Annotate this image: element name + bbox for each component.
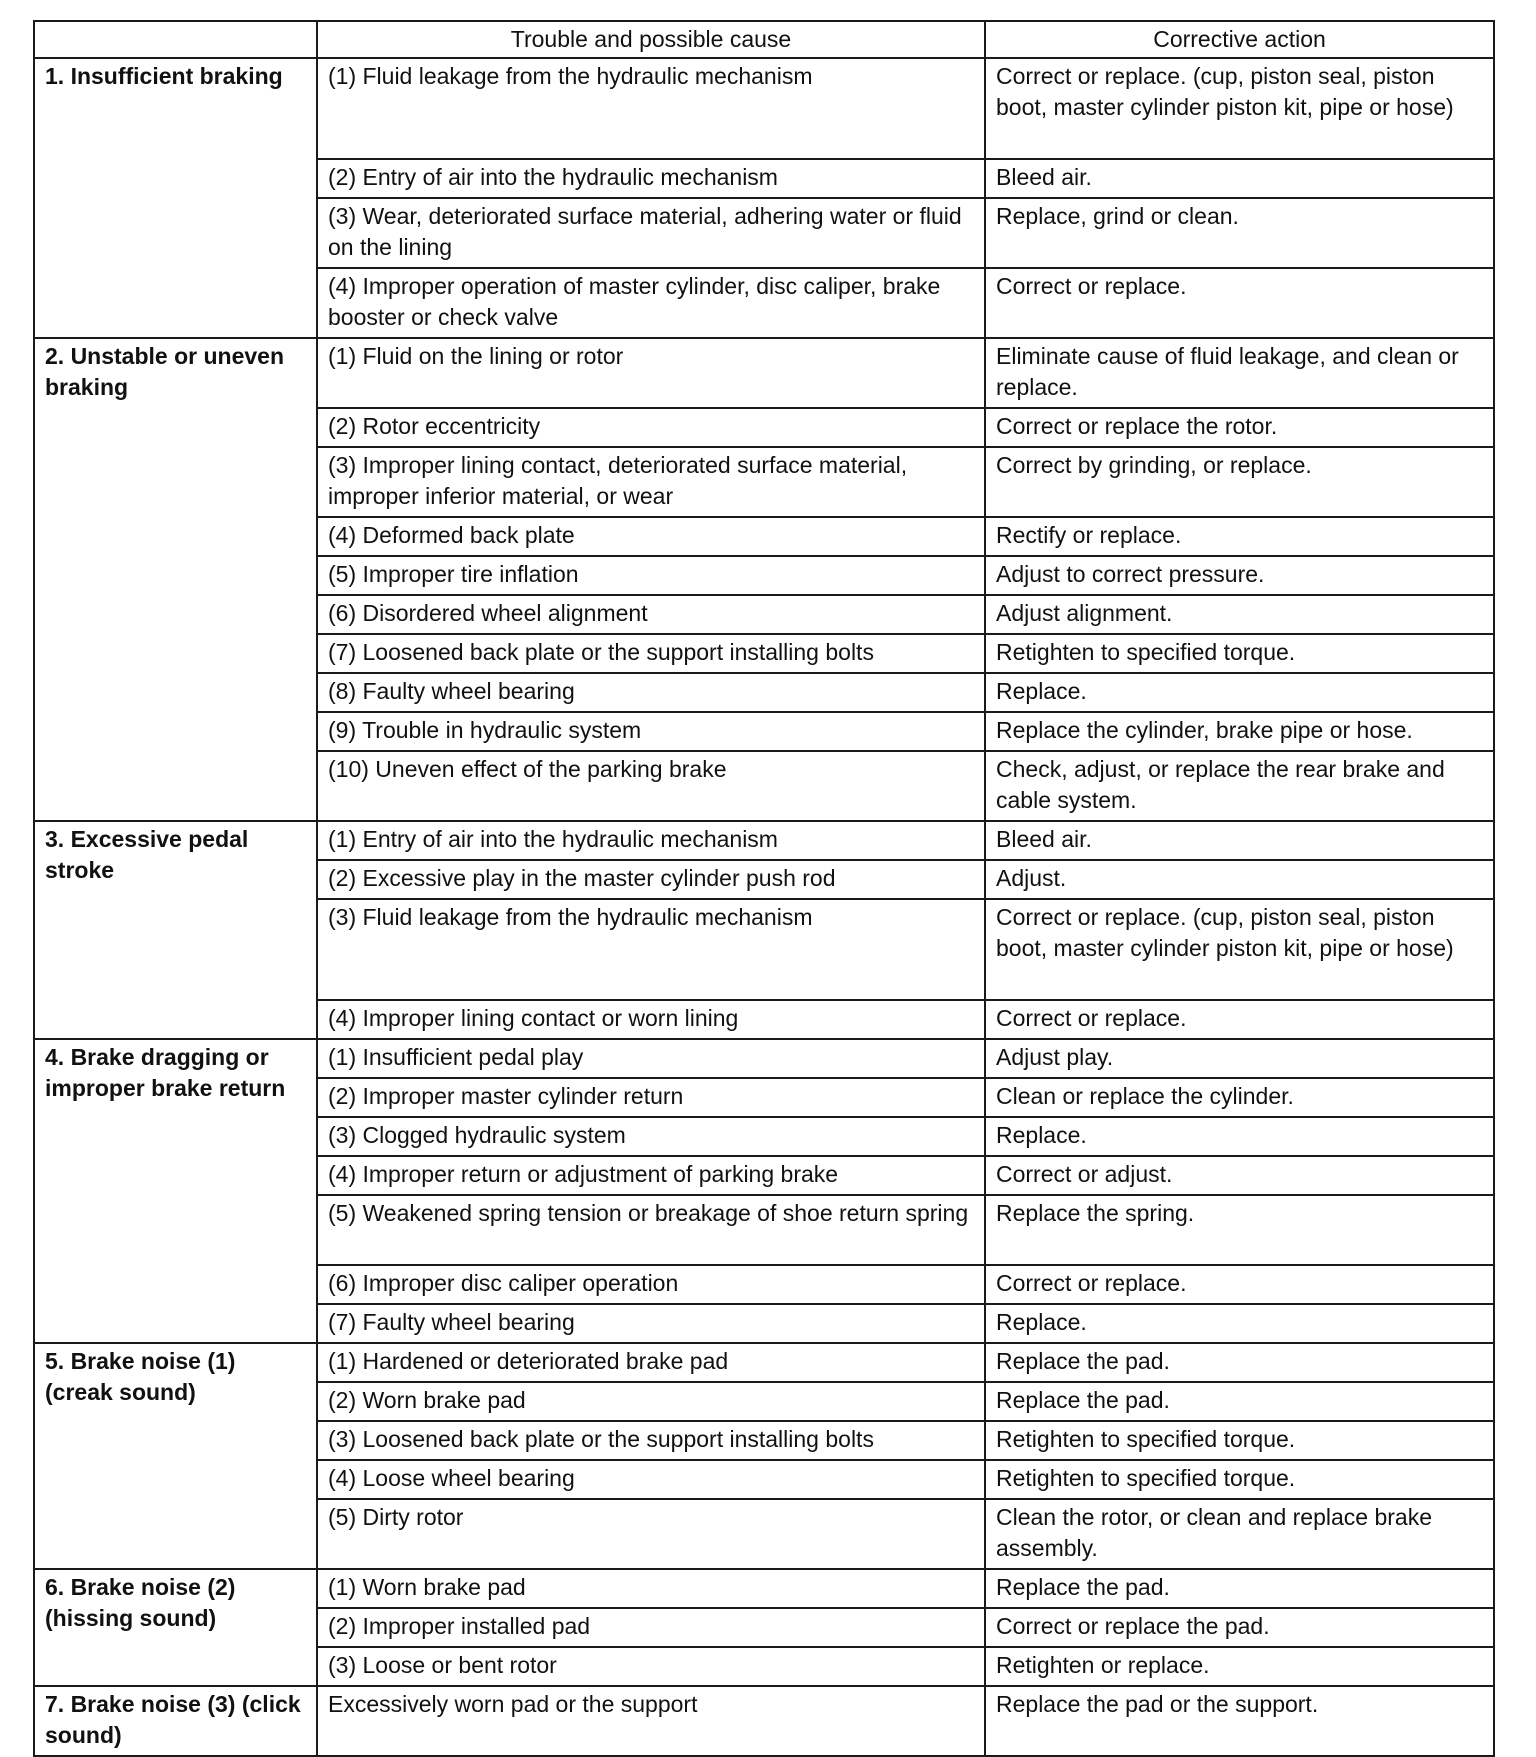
cause-cell: (1) Insufficient pedal play (317, 1039, 985, 1078)
cause-cell: (7) Loosened back plate or the support installing bolts (317, 634, 985, 673)
action-cell: Retighten to specified torque. (985, 1460, 1494, 1499)
action-cell: Retighten to specified torque. (985, 634, 1494, 673)
cause-cell: (1) Worn brake pad (317, 1569, 985, 1608)
table-header-row (34, 21, 1494, 58)
symptom-cell: 4. Brake dragging or improper brake return (34, 1039, 317, 1343)
cause-cell: (8) Faulty wheel bearing (317, 673, 985, 712)
symptom-cell: 6. Brake noise (2) (hissing sound) (34, 1569, 317, 1686)
table-row (34, 1039, 1494, 1078)
cause-cell: (4) Improper return or adjustment of parking brake (317, 1156, 985, 1195)
cause-cell: (1) Hardened or deteriorated brake pad (317, 1343, 985, 1382)
action-cell: Replace the spring. (985, 1195, 1494, 1265)
table-row (34, 338, 1494, 408)
action-cell: Correct or adjust. (985, 1156, 1494, 1195)
action-cell: Replace. (985, 1117, 1494, 1156)
action-cell: Correct by grinding, or replace. (985, 447, 1494, 517)
action-cell: Replace. (985, 1304, 1494, 1343)
action-cell: Correct or replace. (cup, piston seal, piston boot, master cylinder piston kit, pipe or hose) (985, 58, 1494, 159)
cause-cell: (5) Dirty rotor (317, 1499, 985, 1569)
action-cell: Retighten or replace. (985, 1647, 1494, 1686)
action-cell: Replace. (985, 673, 1494, 712)
action-cell: Bleed air. (985, 821, 1494, 860)
action-cell: Correct or replace the pad. (985, 1608, 1494, 1647)
cause-cell: (9) Trouble in hydraulic system (317, 712, 985, 751)
cause-cell: (4) Loose wheel bearing (317, 1460, 985, 1499)
cause-cell: (5) Improper tire inflation (317, 556, 985, 595)
cause-cell: (3) Loose or bent rotor (317, 1647, 985, 1686)
action-cell: Replace the cylinder, brake pipe or hose. (985, 712, 1494, 751)
action-cell: Rectify or replace. (985, 517, 1494, 556)
cause-cell: (2) Excessive play in the master cylinder push rod (317, 860, 985, 899)
cause-cell: (3) Loosened back plate or the support installing bolts (317, 1421, 985, 1460)
cause-cell: (2) Improper installed pad (317, 1608, 985, 1647)
table-row (34, 821, 1494, 860)
cause-cell: (3) Improper lining contact, deteriorated surface material, improper inferior material, or wear (317, 447, 985, 517)
cause-cell: (4) Deformed back plate (317, 517, 985, 556)
cause-cell: (10) Uneven effect of the parking brake (317, 751, 985, 821)
action-cell: Correct or replace. (985, 1265, 1494, 1304)
action-cell: Clean or replace the cylinder. (985, 1078, 1494, 1117)
cause-cell: (4) Improper operation of master cylinder, disc caliper, brake booster or check valve (317, 268, 985, 338)
action-cell: Bleed air. (985, 159, 1494, 198)
action-cell: Retighten to specified torque. (985, 1421, 1494, 1460)
action-cell: Correct or replace the rotor. (985, 408, 1494, 447)
symptom-cell: 1. Insufficient braking (34, 58, 317, 338)
troubleshooting-table-container (33, 20, 1493, 1757)
cause-cell: (6) Improper disc caliper operation (317, 1265, 985, 1304)
troubleshooting-table (33, 20, 1495, 1757)
symptom-cell: 3. Excessive pedal stroke (34, 821, 317, 1039)
header-symptom (34, 21, 317, 58)
cause-cell: (2) Entry of air into the hydraulic mechanism (317, 159, 985, 198)
symptom-cell: 5. Brake noise (1) (creak sound) (34, 1343, 317, 1569)
cause-cell: (1) Fluid on the lining or rotor (317, 338, 985, 408)
action-cell: Adjust play. (985, 1039, 1494, 1078)
action-cell: Eliminate cause of fluid leakage, and clean or replace. (985, 338, 1494, 408)
header-cause: Trouble and possible cause (317, 21, 985, 58)
action-cell: Correct or replace. (985, 268, 1494, 338)
cause-cell: (7) Faulty wheel bearing (317, 1304, 985, 1343)
table-row (34, 58, 1494, 159)
table-body (34, 58, 1494, 1756)
cause-cell: (5) Weakened spring tension or breakage of shoe return spring (317, 1195, 985, 1265)
action-cell: Adjust. (985, 860, 1494, 899)
cause-cell: (1) Fluid leakage from the hydraulic mechanism (317, 58, 985, 159)
symptom-cell: 7. Brake noise (3) (click sound) (34, 1686, 317, 1756)
table-row (34, 1343, 1494, 1382)
cause-cell: (3) Clogged hydraulic system (317, 1117, 985, 1156)
cause-cell: (6) Disordered wheel alignment (317, 595, 985, 634)
cause-cell: (2) Improper master cylinder return (317, 1078, 985, 1117)
cause-cell: (3) Fluid leakage from the hydraulic mechanism (317, 899, 985, 1000)
table-row (34, 1569, 1494, 1608)
action-cell: Replace the pad. (985, 1569, 1494, 1608)
cause-cell: (2) Rotor eccentricity (317, 408, 985, 447)
cause-cell: (4) Improper lining contact or worn lining (317, 1000, 985, 1039)
action-cell: Replace the pad. (985, 1343, 1494, 1382)
action-cell: Check, adjust, or replace the rear brake and cable system. (985, 751, 1494, 821)
cause-cell: (2) Worn brake pad (317, 1382, 985, 1421)
table-row (34, 1686, 1494, 1756)
cause-cell: (1) Entry of air into the hydraulic mechanism (317, 821, 985, 860)
action-cell: Replace the pad. (985, 1382, 1494, 1421)
action-cell: Clean the rotor, or clean and replace brake assembly. (985, 1499, 1494, 1569)
action-cell: Replace, grind or clean. (985, 198, 1494, 268)
action-cell: Correct or replace. (985, 1000, 1494, 1039)
cause-cell: (3) Wear, deteriorated surface material, adhering water or fluid on the lining (317, 198, 985, 268)
action-cell: Correct or replace. (cup, piston seal, piston boot, master cylinder piston kit, pipe or hose) (985, 899, 1494, 1000)
header-action: Corrective action (985, 21, 1494, 58)
action-cell: Adjust alignment. (985, 595, 1494, 634)
cause-cell: Excessively worn pad or the support (317, 1686, 985, 1756)
symptom-cell: 2. Unstable or uneven braking (34, 338, 317, 821)
action-cell: Adjust to correct pressure. (985, 556, 1494, 595)
action-cell: Replace the pad or the support. (985, 1686, 1494, 1756)
